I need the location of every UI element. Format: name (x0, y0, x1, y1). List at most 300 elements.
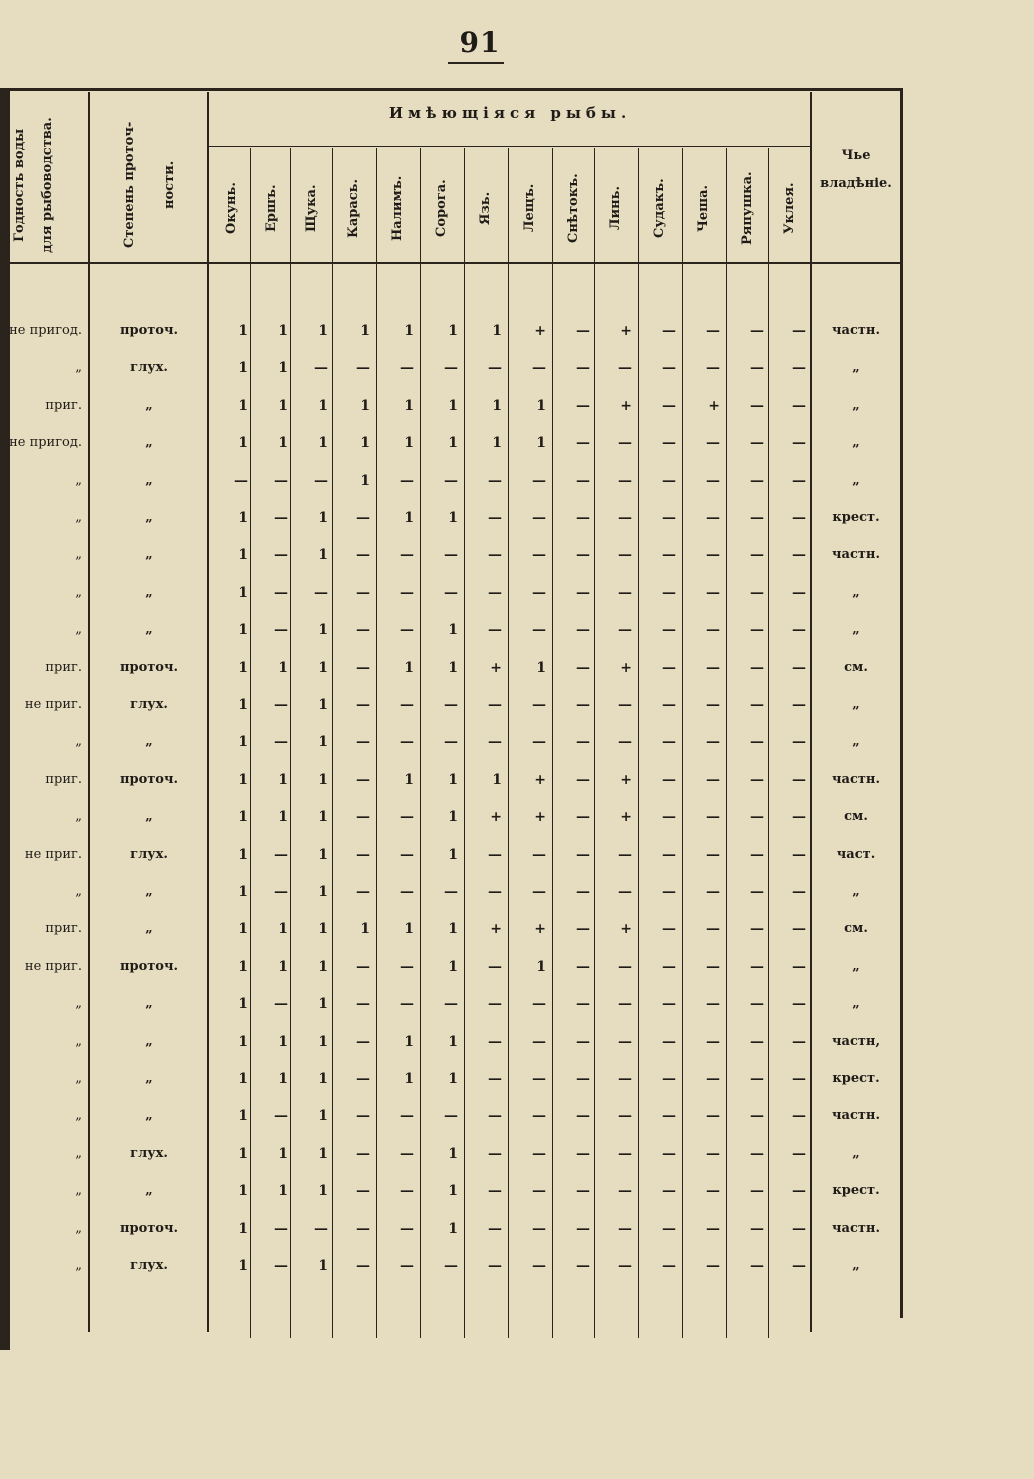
fish-cell: — (576, 1220, 590, 1237)
fish-cell: — (706, 1258, 720, 1274)
fish-header: Лещъ. (522, 183, 537, 233)
suitability-cell: „ (75, 734, 82, 750)
flow-cell: „ (145, 435, 153, 451)
fish-cell: — (662, 921, 676, 938)
fish-cell: — (792, 584, 806, 601)
fish-cell: — (532, 996, 546, 1013)
fish-cell: 1 (492, 771, 502, 788)
fish-cell: — (400, 958, 414, 975)
fish-cell: — (400, 734, 414, 751)
ownership-cell: см. (844, 809, 868, 825)
table-row (0, 391, 900, 421)
suitability-cell: не пригод. (9, 435, 82, 451)
fish-cell: — (662, 1071, 676, 1087)
fish-cell: — (618, 622, 632, 639)
fish-cell: — (356, 659, 370, 676)
fish-cell: — (532, 622, 546, 639)
fish-group-title: Имѣющіяся рыбы. (388, 104, 632, 122)
fish-cell: 1 (360, 435, 370, 452)
fish-cell: — (792, 659, 806, 676)
fish-cell: — (706, 1220, 720, 1237)
fish-cell: — (618, 1258, 632, 1274)
header-bottom-rule (10, 262, 900, 264)
fish-cell: 1 (448, 1220, 458, 1237)
fish-cell: — (444, 734, 458, 751)
fish-cell: 1 (238, 360, 248, 377)
suitability-cell: „ (75, 547, 82, 563)
fish-cell: — (706, 809, 720, 826)
fish-cell: — (792, 996, 806, 1013)
fish-cell: — (356, 1183, 370, 1200)
fish-header: Снѣтокъ. (566, 173, 581, 243)
fish-cell: — (706, 622, 720, 639)
fish-cell: — (750, 697, 764, 713)
fish-cell: — (662, 697, 676, 713)
ownership-cell: частн. (832, 547, 880, 563)
fish-cell: 1 (318, 1033, 328, 1050)
fish-cell: — (532, 1220, 546, 1237)
fish-cell: — (662, 846, 676, 863)
fish-cell: — (576, 1071, 590, 1087)
fish-cell: — (750, 921, 764, 938)
table-row (0, 578, 900, 608)
fish-cell: — (400, 809, 414, 826)
flow-cell: „ (145, 734, 153, 750)
table-row (0, 353, 900, 383)
fish-cell: — (488, 360, 502, 377)
ownership-cell: „ (852, 397, 860, 413)
fish-cell: — (662, 958, 676, 975)
fish-cell: — (662, 659, 676, 676)
fish-cell: 1 (404, 397, 414, 414)
fish-cell: — (706, 1145, 720, 1162)
fish-cell: 1 (238, 510, 248, 526)
table-row (0, 615, 900, 645)
flow-cell: глух. (130, 846, 168, 862)
fish-cell: — (792, 435, 806, 452)
fish-cell: — (400, 996, 414, 1013)
fish-header: Ершъ. (264, 184, 279, 232)
fish-cell: — (356, 547, 370, 564)
table-row (0, 877, 900, 907)
table-row (0, 1251, 900, 1281)
fish-header: Линь. (608, 186, 623, 231)
suitability-header-line2: для рыбоводства. (40, 117, 55, 253)
fish-cell: — (662, 622, 676, 639)
suitability-cell: приг. (45, 921, 82, 937)
fish-cell: 1 (448, 397, 458, 414)
fish-cell: — (488, 996, 502, 1013)
fish-cell: — (706, 1108, 720, 1125)
fish-cell: — (792, 884, 806, 900)
fish-group-rule (208, 146, 810, 147)
flow-header-line2: ности. (162, 160, 177, 210)
fish-cell: — (618, 1220, 632, 1237)
fish-cell: 1 (318, 659, 328, 676)
fish-cell: 1 (448, 1033, 458, 1050)
fish-cell: 1 (404, 1033, 414, 1050)
ownership-cell: см. (844, 659, 868, 675)
fish-cell: — (356, 1108, 370, 1125)
fish-cell: — (662, 1108, 676, 1125)
suitability-cell: „ (75, 1145, 82, 1161)
fish-cell: — (274, 734, 288, 751)
flow-cell: „ (145, 921, 153, 937)
fish-cell: + (620, 921, 632, 938)
fish-cell: — (400, 1258, 414, 1274)
fish-cell: 1 (238, 1071, 248, 1087)
fish-cell: — (400, 1220, 414, 1237)
fish-cell: 1 (278, 1071, 288, 1087)
table-row (0, 914, 900, 944)
suitability-cell: „ (75, 1183, 82, 1199)
fish-cell: 1 (536, 659, 546, 676)
fish-cell: — (532, 510, 546, 526)
fish-cell: 1 (404, 323, 414, 339)
fish-cell: — (792, 958, 806, 975)
fish-cell: — (576, 1033, 590, 1050)
fish-cell: — (750, 584, 764, 601)
fish-cell: 1 (318, 846, 328, 863)
fish-cell: — (356, 1258, 370, 1274)
fish-cell: — (706, 472, 720, 489)
fish-cell: — (792, 323, 806, 339)
fish-cell: — (750, 1108, 764, 1125)
fish-cell: — (576, 622, 590, 639)
fish-cell: + (490, 809, 502, 826)
fish-cell: — (400, 846, 414, 863)
fish-cell: — (234, 472, 248, 489)
fish-cell: — (444, 697, 458, 713)
fish-cell: — (356, 360, 370, 377)
fish-cell: — (792, 1033, 806, 1050)
fish-cell: — (662, 809, 676, 826)
fish-cell: — (400, 547, 414, 564)
fish-cell: — (532, 472, 546, 489)
fish-cell: 1 (318, 323, 328, 339)
flow-cell: проточ. (119, 659, 179, 675)
fish-cell: — (662, 547, 676, 564)
suitability-header-line1: Годность воды (12, 128, 27, 242)
flow-cell: проточ. (119, 771, 179, 787)
fish-cell: — (488, 622, 502, 639)
fish-cell: 1 (238, 1033, 248, 1050)
fish-cell: — (488, 1220, 502, 1237)
fish-cell: — (400, 360, 414, 377)
fish-cell: — (706, 734, 720, 751)
fish-cell: — (274, 622, 288, 639)
fish-cell: — (662, 1258, 676, 1274)
table-row (0, 540, 900, 570)
fish-cell: — (750, 472, 764, 489)
table-right-rule (900, 88, 903, 1318)
fish-cell: — (662, 1033, 676, 1050)
fish-cell: — (400, 472, 414, 489)
fish-cell: 1 (448, 809, 458, 826)
fish-cell: — (792, 846, 806, 863)
fish-cell: 1 (492, 435, 502, 452)
fish-cell: — (792, 622, 806, 639)
fish-cell: — (792, 1183, 806, 1200)
ownership-header (812, 142, 900, 198)
fish-cell: — (532, 360, 546, 377)
fish-cell: — (356, 1145, 370, 1162)
fish-cell: — (488, 697, 502, 713)
fish-cell: — (356, 996, 370, 1013)
fish-cell: — (618, 510, 632, 526)
table-row (0, 727, 900, 757)
fish-cell: 1 (318, 397, 328, 414)
fish-cell: — (532, 547, 546, 564)
fish-cell: — (576, 584, 590, 601)
table-row (0, 503, 900, 533)
fish-cell: 1 (318, 697, 328, 713)
table-row (0, 802, 900, 832)
ownership-header-line2: владѣніе. (820, 176, 892, 191)
fish-cell: — (356, 771, 370, 788)
fish-cell: 1 (448, 771, 458, 788)
fish-header: Окунь. (224, 182, 239, 234)
flow-cell: „ (145, 1183, 153, 1199)
fish-cell: 1 (278, 1183, 288, 1200)
fish-cell: — (618, 1145, 632, 1162)
fish-cell: — (576, 697, 590, 713)
ownership-cell: „ (852, 884, 860, 899)
fish-cell: 1 (318, 958, 328, 975)
fish-cell: 1 (238, 771, 248, 788)
fish-cell: — (792, 360, 806, 377)
fish-cell: — (356, 1220, 370, 1237)
suitability-cell: „ (75, 1071, 82, 1086)
fish-cell: — (356, 510, 370, 526)
fish-cell: — (488, 547, 502, 564)
fish-cell: 1 (318, 1183, 328, 1200)
fish-cell: + (620, 809, 632, 826)
fish-cell: — (274, 846, 288, 863)
fish-cell: — (576, 1183, 590, 1200)
fish-header: Налимъ. (390, 175, 405, 241)
fish-cell: — (488, 846, 502, 863)
fish-cell: — (706, 510, 720, 526)
flow-cell: „ (145, 996, 153, 1012)
fish-header: Язь. (478, 191, 493, 225)
fish-cell: 1 (492, 323, 502, 339)
fish-cell: — (750, 734, 764, 751)
fish-cell: 1 (448, 435, 458, 452)
suitability-cell: не пригод. (9, 323, 82, 338)
suitability-cell: „ (75, 1033, 82, 1049)
flow-cell: „ (145, 472, 153, 488)
fish-cell: — (792, 1108, 806, 1125)
fish-cell: — (706, 697, 720, 713)
suitability-cell: „ (75, 884, 82, 899)
fish-header: Судакъ. (652, 178, 667, 238)
fish-cell: — (618, 360, 632, 377)
fish-cell: + (534, 921, 546, 938)
fish-cell: — (274, 584, 288, 601)
fish-cell: — (750, 1033, 764, 1050)
fish-cell: — (618, 1071, 632, 1087)
suitability-cell: не приг. (24, 958, 82, 974)
fish-cell: — (576, 734, 590, 751)
table-row (0, 1214, 900, 1244)
fish-cell: + (490, 659, 502, 676)
fish-cell: — (576, 846, 590, 863)
suitability-cell: „ (75, 1220, 82, 1236)
fish-cell: — (274, 1220, 288, 1237)
fish-cell: — (618, 884, 632, 900)
fish-cell: — (314, 472, 328, 489)
fish-cell: — (356, 622, 370, 639)
fish-cell: — (356, 734, 370, 751)
fish-cell: — (488, 510, 502, 526)
fish-cell: — (576, 958, 590, 975)
flow-cell: „ (145, 584, 153, 600)
fish-cell: — (792, 1145, 806, 1162)
fish-cell: — (618, 584, 632, 601)
fish-cell: — (576, 809, 590, 826)
ownership-cell: „ (852, 1145, 860, 1161)
fish-cell: 1 (318, 1108, 328, 1125)
fish-cell: — (576, 472, 590, 489)
fish-cell: — (662, 996, 676, 1013)
fish-cell: — (532, 584, 546, 601)
fish-cell: 1 (318, 771, 328, 788)
fish-cell: 1 (278, 921, 288, 938)
ownership-cell: см. (844, 921, 868, 937)
fish-cell: 1 (238, 1183, 248, 1200)
fish-cell: 1 (278, 360, 288, 377)
fish-cell: — (488, 734, 502, 751)
fish-cell: — (706, 1033, 720, 1050)
fish-cell: — (444, 547, 458, 564)
suitability-cell: „ (75, 622, 82, 638)
fish-cell: — (444, 584, 458, 601)
suitability-cell: не приг. (24, 846, 82, 862)
fish-cell: 1 (278, 809, 288, 826)
fish-cell: 1 (238, 1220, 248, 1237)
fish-cell: — (662, 734, 676, 751)
fish-cell: — (576, 884, 590, 900)
ownership-cell: крест. (832, 1071, 880, 1086)
fish-cell: — (576, 1258, 590, 1274)
fish-cell: 1 (238, 958, 248, 975)
fish-cell: — (662, 1145, 676, 1162)
fish-cell: 1 (238, 734, 248, 751)
fish-cell: + (620, 323, 632, 339)
fish-cell: — (488, 1145, 502, 1162)
ownership-cell: „ (852, 958, 860, 974)
fish-cell: — (662, 397, 676, 414)
fish-cell: — (618, 846, 632, 863)
fish-cell: — (532, 1145, 546, 1162)
fish-cell: 1 (318, 921, 328, 938)
fish-cell: 1 (278, 771, 288, 788)
fish-cell: — (488, 584, 502, 601)
fish-cell: 1 (536, 958, 546, 975)
fish-cell: 1 (318, 510, 328, 526)
ownership-cell: „ (852, 734, 860, 750)
fish-cell: 1 (404, 510, 414, 526)
fish-cell: 1 (238, 435, 248, 452)
flow-cell: „ (145, 547, 153, 563)
fish-cell: — (488, 1071, 502, 1087)
fish-cell: — (706, 921, 720, 938)
fish-cell: — (274, 1108, 288, 1125)
fish-cell: 1 (536, 435, 546, 452)
fish-cell: — (576, 360, 590, 377)
fish-cell: 1 (448, 510, 458, 526)
fish-cell: — (706, 958, 720, 975)
fish-cell: — (618, 472, 632, 489)
ownership-cell: „ (852, 697, 860, 712)
fish-cell: — (750, 435, 764, 452)
fish-cell: 1 (278, 1145, 288, 1162)
fish-cell: — (488, 1183, 502, 1200)
fish-cell: — (576, 510, 590, 526)
suitability-cell: „ (75, 472, 82, 488)
fish-cell: — (356, 1071, 370, 1087)
fish-cell: — (488, 1108, 502, 1125)
fish-cell: 1 (238, 622, 248, 639)
table-row (0, 1064, 900, 1094)
fish-cell: — (618, 1108, 632, 1125)
fish-header: Ряпушка. (740, 171, 755, 245)
fish-cell: 1 (238, 921, 248, 938)
fish-cell: — (488, 1033, 502, 1050)
fish-cell: + (534, 323, 546, 339)
flow-cell: „ (145, 1108, 153, 1124)
fish-cell: 1 (404, 771, 414, 788)
fish-cell: 1 (278, 397, 288, 414)
table-row (0, 952, 900, 982)
fish-cell: — (576, 771, 590, 788)
fish-cell: — (750, 884, 764, 900)
flow-cell: глух. (130, 360, 168, 376)
fish-cell: — (274, 996, 288, 1013)
fish-cell: — (618, 734, 632, 751)
fish-cell: + (490, 921, 502, 938)
fish-cell: — (274, 510, 288, 526)
fish-cell: — (792, 921, 806, 938)
fish-cell: — (576, 397, 590, 414)
fish-cell: — (576, 1108, 590, 1125)
fish-header: Уклея. (782, 182, 797, 234)
fish-cell: 1 (318, 1145, 328, 1162)
ownership-cell: „ (852, 435, 860, 451)
fish-header: Карась. (346, 178, 361, 238)
suitability-cell: „ (75, 1258, 82, 1273)
fish-cell: — (444, 884, 458, 900)
flow-cell: глух. (130, 697, 168, 712)
fish-cell: — (792, 809, 806, 826)
fish-cell: — (750, 1145, 764, 1162)
fish-cell: — (662, 360, 676, 377)
fish-cell: — (706, 435, 720, 452)
fish-cell: 1 (448, 958, 458, 975)
fish-cell: — (662, 884, 676, 900)
fish-cell: 1 (238, 846, 248, 863)
ownership-cell: частн. (832, 1108, 880, 1124)
fish-cell: — (706, 884, 720, 900)
suitability-cell: приг. (45, 771, 82, 787)
fish-cell: — (356, 884, 370, 900)
flow-cell: глух. (130, 1145, 168, 1161)
page-number-rule (448, 62, 504, 64)
ownership-cell: „ (852, 360, 860, 376)
fish-cell: 1 (318, 435, 328, 452)
suitability-cell: не приг. (24, 697, 82, 712)
